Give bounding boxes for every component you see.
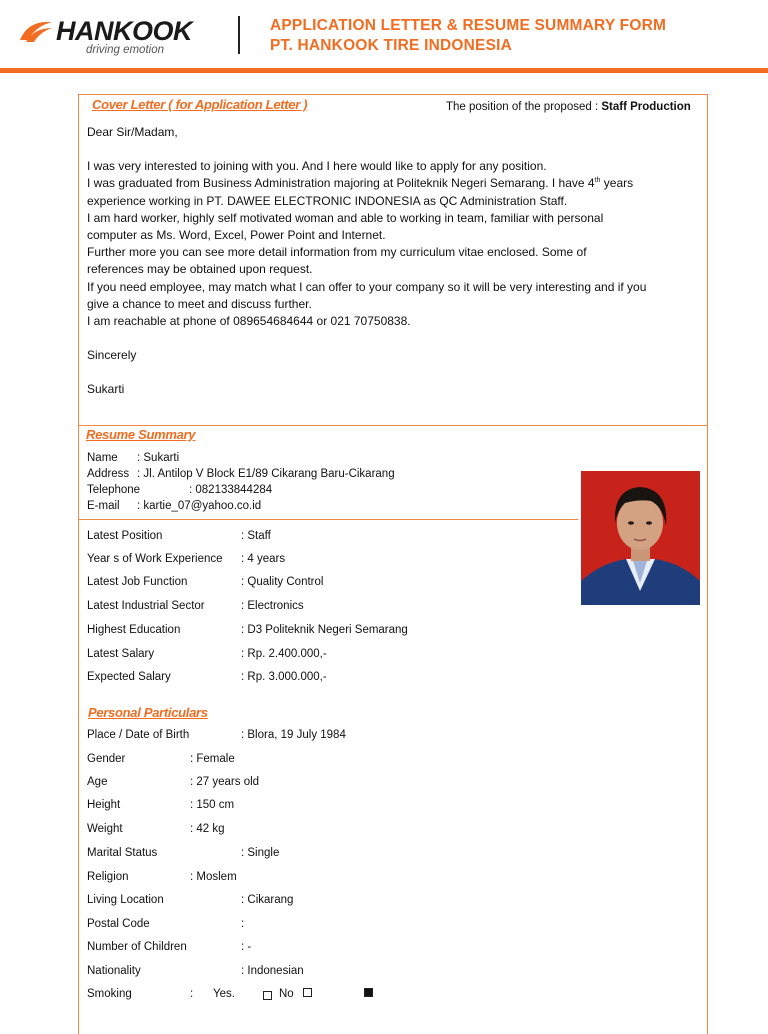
personal-particulars-title: Personal Particulars: [88, 705, 208, 720]
letter-line: I am reachable at phone of 089654684644 or 021 70750838.: [87, 314, 411, 329]
cover-letter-body: [87, 124, 699, 399]
contact-info: [87, 450, 395, 514]
letter-line: I was very interested to joining with you. And I here would like to apply for any position.: [87, 159, 547, 174]
letter-line: I am hard worker, highly self motivated woman and able to working in team, familiar with personal: [87, 210, 604, 225]
letter-line: Further more you can see more detail information from my curriculum vitae enclosed. Some of: [87, 245, 587, 260]
letter-line: If you need employee, may match what I can offer to your company so it will be very interesting and if you: [87, 279, 647, 294]
resume-summary-title: Resume Summary: [86, 427, 196, 442]
form-title-line1: APPLICATION LETTER & RESUME SUMMARY FORM: [270, 17, 667, 34]
form-title: [270, 16, 666, 56]
logo-wordmark: HANKOOK: [56, 16, 192, 46]
contact-address: Address : Jl. Antilop V Block E1/89 Cikarang Baru-Cikarang: [87, 468, 395, 480]
letter-line: references may be obtained upon request.: [87, 262, 313, 277]
smoking-no-checkbox[interactable]: [303, 988, 312, 997]
header-divider: [238, 16, 240, 54]
hankook-logo: [18, 14, 218, 58]
logo-tagline: driving emotion: [86, 44, 164, 56]
letter-signature: Sukarti: [87, 382, 125, 397]
letter-line: experience working in PT. DAWEE ELECTRONIC INDONESIA as QC Administration Staff.: [87, 193, 568, 208]
contact-telephone: Telephone : 082133844284: [87, 484, 273, 496]
letter-line: I was graduated from Business Administration majoring at Politeknik Negeri Semarang. I have 4th years: [87, 176, 634, 191]
letter-line: computer as Ms. Word, Excel, Power Point and Internet.: [87, 228, 386, 243]
proposed-position: [446, 101, 691, 113]
hankook-logo-icon: [18, 18, 54, 44]
position-label: The position of the proposed :: [446, 101, 602, 113]
cover-letter-title: Cover Letter ( for Application Letter ): [92, 97, 308, 112]
smoking-yes-checkbox[interactable]: [263, 991, 272, 1000]
applicant-photo: [581, 471, 700, 605]
header-accent-bar: [0, 68, 768, 73]
page-header: [0, 0, 768, 74]
position-value: Staff Production: [601, 101, 691, 113]
letter-closing: Sincerely: [87, 348, 137, 363]
contact-email: E-mail : kartie_07@yahoo.co.id: [87, 500, 262, 512]
contact-name: Name : Sukarti: [87, 452, 180, 464]
checked-box-icon: [364, 988, 373, 997]
section-divider: [78, 425, 708, 426]
letter-line: give a chance to meet and discuss further.: [87, 296, 312, 311]
form-title-line2: PT. HANKOOK TIRE INDONESIA: [270, 37, 513, 54]
letter-greeting: Dear Sir/Madam,: [87, 125, 178, 139]
portrait-icon: [581, 471, 700, 605]
contact-divider: [78, 519, 578, 520]
